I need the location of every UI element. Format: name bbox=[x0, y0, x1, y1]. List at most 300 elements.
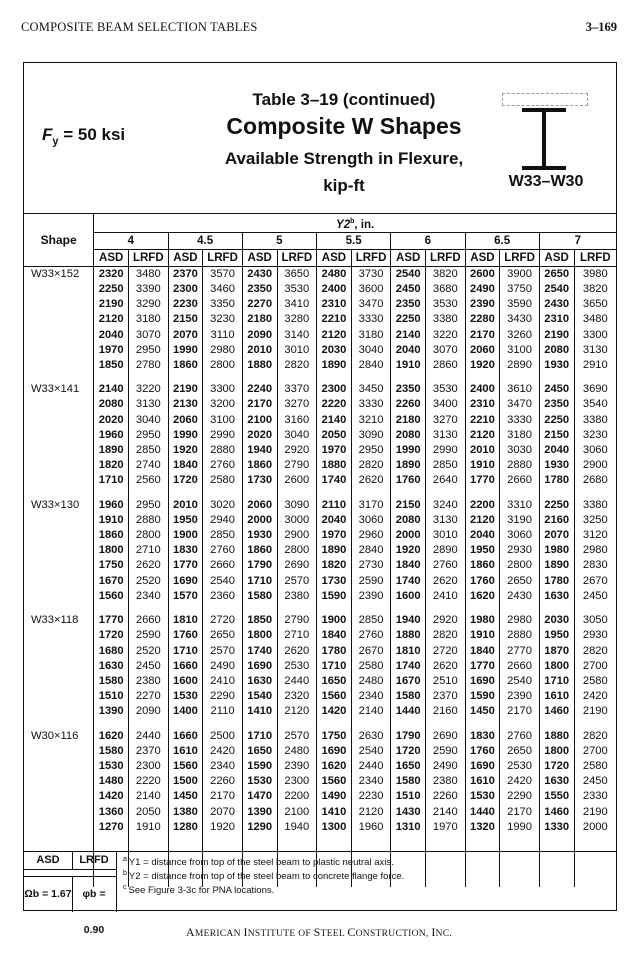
lrfd-value-cell: 2800 bbox=[129, 528, 168, 543]
asd-value-cell: 1760 bbox=[465, 574, 500, 589]
asd-value-cell: 1950 bbox=[168, 513, 203, 528]
table-title: Composite W Shapes bbox=[226, 113, 462, 139]
lrfd-value-cell: 2480 bbox=[351, 674, 390, 689]
lrfd-value-cell: 3060 bbox=[500, 528, 539, 543]
lrfd-value-cell: 2100 bbox=[277, 805, 316, 820]
shape-cell bbox=[24, 644, 94, 659]
asd-value-cell: 1780 bbox=[539, 574, 574, 589]
asd-value-cell: 1790 bbox=[391, 729, 426, 744]
lrfd-value-cell: 3470 bbox=[351, 297, 390, 312]
asd-value-cell: 2400 bbox=[317, 282, 352, 297]
table-row bbox=[24, 589, 616, 604]
asd-value-cell: 1860 bbox=[168, 358, 203, 373]
pub-i: I bbox=[243, 925, 248, 939]
lrfd-value-cell: 2580 bbox=[203, 473, 242, 488]
asd-value-cell: 1810 bbox=[391, 644, 426, 659]
lrfd-value-cell: 2380 bbox=[129, 674, 168, 689]
lrfd-value-cell: 3220 bbox=[426, 328, 465, 343]
table-row bbox=[24, 297, 616, 312]
asd-value-cell: 1890 bbox=[317, 543, 352, 558]
lrfd-value-cell: 3200 bbox=[203, 397, 242, 412]
lrfd-value-cell: 3130 bbox=[129, 397, 168, 412]
lrfd-value-cell: 2680 bbox=[574, 473, 616, 488]
lrfd-value-cell: 3030 bbox=[500, 443, 539, 458]
asd-value-cell: 1950 bbox=[539, 628, 574, 643]
asd-value-cell: 1740 bbox=[317, 473, 352, 488]
lrfd-value-cell: 2330 bbox=[574, 789, 616, 804]
asd-value-cell: 1900 bbox=[168, 528, 203, 543]
lrfd-value-cell: 3040 bbox=[277, 428, 316, 443]
asd-value-cell: 1650 bbox=[317, 674, 352, 689]
lrfd-value-cell: 2660 bbox=[500, 473, 539, 488]
lrfd-value-cell: 3010 bbox=[426, 528, 465, 543]
table-row bbox=[24, 628, 616, 643]
lrfd-value-cell: 2760 bbox=[203, 458, 242, 473]
asd-value-cell: 2220 bbox=[317, 397, 352, 412]
lrfd-value-cell: 2900 bbox=[574, 458, 616, 473]
title-block bbox=[24, 63, 616, 213]
lrfd-value-cell: 2490 bbox=[203, 659, 242, 674]
asd-value-cell: 2490 bbox=[465, 282, 500, 297]
lrfd-value-cell: 1970 bbox=[426, 820, 465, 835]
shape-cell: W33×141 bbox=[24, 382, 94, 397]
lrfd-value-cell: 2620 bbox=[277, 644, 316, 659]
lrfd-value-cell: 2700 bbox=[574, 744, 616, 759]
asd-value-cell: 1720 bbox=[168, 473, 203, 488]
lrfd-value-cell: 2880 bbox=[500, 628, 539, 643]
asd-value-cell: 1460 bbox=[539, 704, 574, 719]
y2-value-header: 5 bbox=[242, 232, 316, 249]
publisher-footer bbox=[0, 925, 638, 940]
lrfd-value-cell: 3530 bbox=[426, 382, 465, 397]
shape-cell bbox=[24, 774, 94, 789]
yield-strength-label bbox=[42, 125, 125, 147]
asd-value-cell: 2150 bbox=[391, 498, 426, 513]
y2-header bbox=[94, 214, 616, 233]
y2-symbol: Y2 bbox=[336, 218, 351, 231]
asd-value-cell: 1620 bbox=[465, 589, 500, 604]
lrfd-value-cell: 2290 bbox=[203, 689, 242, 704]
lrfd-value-cell: 2650 bbox=[203, 628, 242, 643]
asd-value-cell: 1280 bbox=[168, 820, 203, 835]
asd-value-cell: 2180 bbox=[391, 413, 426, 428]
lrfd-value-cell: 3070 bbox=[129, 328, 168, 343]
asd-column-header: ASD bbox=[168, 249, 203, 266]
shape-cell bbox=[24, 458, 94, 473]
lrfd-value-cell: 3590 bbox=[500, 297, 539, 312]
asd-value-cell: 1500 bbox=[168, 774, 203, 789]
asd-value-cell: 2120 bbox=[465, 513, 500, 528]
lrfd-value-cell: 3400 bbox=[426, 397, 465, 412]
lrfd-value-cell: 2840 bbox=[351, 543, 390, 558]
shape-cell: W33×118 bbox=[24, 613, 94, 628]
asd-value-cell: 1710 bbox=[539, 674, 574, 689]
w-shape-section-icon bbox=[508, 108, 580, 170]
asd-value-cell: 1690 bbox=[465, 759, 500, 774]
lrfd-value-cell: 3210 bbox=[351, 413, 390, 428]
lrfd-value-cell: 2520 bbox=[129, 574, 168, 589]
asd-value-cell: 1800 bbox=[539, 744, 574, 759]
lrfd-value-cell: 2710 bbox=[277, 628, 316, 643]
lrfd-value-cell: 2730 bbox=[351, 558, 390, 573]
lrfd-value-cell: 2200 bbox=[277, 789, 316, 804]
shape-cell bbox=[24, 343, 94, 358]
lrfd-value-cell: 2000 bbox=[574, 820, 616, 835]
shape-cell bbox=[24, 397, 94, 412]
lrfd-value-cell: 2320 bbox=[277, 689, 316, 704]
footnote-text: Y2 = distance from top of the steel beam to concrete flange force. bbox=[128, 871, 405, 883]
fy-value: = 50 ksi bbox=[58, 125, 126, 144]
lrfd-value-cell: 2860 bbox=[426, 358, 465, 373]
asd-value-cell: 2190 bbox=[539, 328, 574, 343]
asd-value-cell: 2080 bbox=[391, 513, 426, 528]
asd-value-cell: 1970 bbox=[317, 443, 352, 458]
lrfd-value-cell: 2660 bbox=[500, 659, 539, 674]
table-number: Table 3–19 (continued) bbox=[252, 90, 436, 109]
asd-value-cell: 1750 bbox=[317, 729, 352, 744]
asd-value-cell: 2100 bbox=[242, 413, 277, 428]
lrfd-value-cell: 3290 bbox=[129, 297, 168, 312]
lrfd-value-cell: 2960 bbox=[351, 528, 390, 543]
asd-value-cell: 2040 bbox=[539, 443, 574, 458]
asd-value-cell: 1630 bbox=[94, 659, 129, 674]
lrfd-value-cell: 3730 bbox=[351, 266, 390, 282]
asd-value-cell: 1770 bbox=[168, 558, 203, 573]
asd-value-cell: 1290 bbox=[242, 820, 277, 835]
asd-value-cell: 1840 bbox=[317, 628, 352, 643]
lrfd-value-cell: 3280 bbox=[277, 312, 316, 327]
asd-value-cell: 1600 bbox=[391, 589, 426, 604]
lrfd-value-cell: 2950 bbox=[129, 428, 168, 443]
lrfd-value-cell: 2770 bbox=[500, 644, 539, 659]
lrfd-value-cell: 2690 bbox=[426, 729, 465, 744]
lrfd-value-cell: 2440 bbox=[129, 729, 168, 744]
lrfd-value-cell: 3820 bbox=[426, 266, 465, 282]
asd-value-cell: 1900 bbox=[317, 613, 352, 628]
asd-value-cell: 2600 bbox=[465, 266, 500, 282]
shape-cell bbox=[24, 513, 94, 528]
asd-value-cell: 1530 bbox=[94, 759, 129, 774]
asd-column-header: ASD bbox=[317, 249, 352, 266]
lrfd-value-cell: 3410 bbox=[277, 297, 316, 312]
asd-value-cell: 1880 bbox=[539, 729, 574, 744]
asd-value-cell: 1660 bbox=[168, 729, 203, 744]
asd-value-cell: 1540 bbox=[242, 689, 277, 704]
asd-value-cell: 1860 bbox=[242, 543, 277, 558]
asd-value-cell: 2250 bbox=[539, 498, 574, 513]
fy-symbol: F bbox=[42, 125, 53, 144]
asd-value-cell: 2060 bbox=[242, 498, 277, 513]
asd-value-cell: 2250 bbox=[94, 282, 129, 297]
asd-value-cell: 1720 bbox=[94, 628, 129, 643]
lrfd-value-cell: 2760 bbox=[203, 543, 242, 558]
asd-value-cell: 1600 bbox=[168, 674, 203, 689]
asd-value-cell: 1580 bbox=[94, 744, 129, 759]
lrfd-value-cell: 2570 bbox=[277, 729, 316, 744]
asd-value-cell: 2150 bbox=[168, 312, 203, 327]
asd-value-cell: 1710 bbox=[317, 659, 352, 674]
lrfd-value-cell: 3680 bbox=[426, 282, 465, 297]
asd-value-cell: 1590 bbox=[317, 589, 352, 604]
asd-column-header: ASD bbox=[539, 249, 574, 266]
strength-table bbox=[24, 213, 616, 887]
shape-cell bbox=[24, 574, 94, 589]
lrfd-value-cell: 2050 bbox=[129, 805, 168, 820]
asd-value-cell: 1910 bbox=[465, 458, 500, 473]
asd-value-cell: 1680 bbox=[94, 644, 129, 659]
shape-cell: W33×130 bbox=[24, 498, 94, 513]
y2-value-header: 5.5 bbox=[317, 232, 391, 249]
asd-value-cell: 1780 bbox=[317, 644, 352, 659]
shape-cell bbox=[24, 759, 94, 774]
lrfd-value-cell: 3900 bbox=[500, 266, 539, 282]
lrfd-value-cell: 2480 bbox=[277, 744, 316, 759]
table-row bbox=[24, 312, 616, 327]
lrfd-value-cell: 2370 bbox=[129, 744, 168, 759]
phi-factor: φb = 0.90 bbox=[72, 876, 117, 912]
lrfd-column-header: LRFD bbox=[277, 249, 316, 266]
lrfd-value-cell: 2830 bbox=[574, 558, 616, 573]
lrfd-value-cell: 3750 bbox=[500, 282, 539, 297]
lrfd-value-cell: 3170 bbox=[351, 498, 390, 513]
asd-value-cell: 1580 bbox=[391, 774, 426, 789]
lrfd-value-cell: 3040 bbox=[351, 343, 390, 358]
method-row bbox=[24, 249, 616, 266]
lrfd-value-cell: 2650 bbox=[500, 744, 539, 759]
asd-value-cell: 2450 bbox=[539, 382, 574, 397]
table-row bbox=[24, 659, 616, 674]
group-spacer bbox=[24, 604, 616, 613]
asd-value-cell: 1470 bbox=[242, 789, 277, 804]
lrfd-value-cell: 2160 bbox=[426, 704, 465, 719]
lrfd-value-cell: 2620 bbox=[129, 558, 168, 573]
lrfd-value-cell: 2930 bbox=[574, 628, 616, 643]
lrfd-value-cell: 3300 bbox=[203, 382, 242, 397]
lrfd-value-cell: 2190 bbox=[574, 805, 616, 820]
group-spacer bbox=[24, 489, 616, 498]
asd-value-cell: 1890 bbox=[391, 458, 426, 473]
asd-value-cell: 1550 bbox=[539, 789, 574, 804]
lrfd-value-cell: 2890 bbox=[426, 543, 465, 558]
asd-value-cell: 1770 bbox=[465, 659, 500, 674]
shape-cell bbox=[24, 473, 94, 488]
lrfd-value-cell: 2390 bbox=[277, 759, 316, 774]
pub-c: C bbox=[347, 925, 356, 939]
lrfd-value-cell: 2300 bbox=[129, 759, 168, 774]
lrfd-value-cell: 2780 bbox=[129, 358, 168, 373]
asd-value-cell: 2540 bbox=[539, 282, 574, 297]
asd-value-cell: 1690 bbox=[317, 744, 352, 759]
table-row bbox=[24, 744, 616, 759]
lrfd-value-cell: 3380 bbox=[574, 498, 616, 513]
asd-value-cell: 1440 bbox=[465, 805, 500, 820]
asd-value-cell: 1860 bbox=[242, 458, 277, 473]
lrfd-value-cell: 3480 bbox=[574, 312, 616, 327]
lrfd-value-cell: 2450 bbox=[574, 589, 616, 604]
shape-cell bbox=[24, 704, 94, 719]
asd-value-cell: 1990 bbox=[391, 443, 426, 458]
table-row bbox=[24, 704, 616, 719]
asd-value-cell: 1930 bbox=[242, 528, 277, 543]
shape-cell bbox=[24, 328, 94, 343]
lrfd-value-cell: 3570 bbox=[203, 266, 242, 282]
shape-cell bbox=[24, 413, 94, 428]
lrfd-value-cell: 2140 bbox=[129, 789, 168, 804]
lrfd-value-cell: 3260 bbox=[500, 328, 539, 343]
lrfd-value-cell: 2620 bbox=[426, 659, 465, 674]
lrfd-value-cell: 2090 bbox=[129, 704, 168, 719]
lrfd-value-cell: 2360 bbox=[203, 589, 242, 604]
asd-value-cell: 1880 bbox=[242, 358, 277, 373]
lrfd-column-header: LRFD bbox=[129, 249, 168, 266]
asd-value-cell: 2210 bbox=[465, 413, 500, 428]
lrfd-value-cell: 2340 bbox=[129, 589, 168, 604]
lrfd-value-cell: 2340 bbox=[203, 759, 242, 774]
asd-value-cell: 2060 bbox=[465, 343, 500, 358]
asd-value-cell: 1560 bbox=[317, 774, 352, 789]
lrfd-value-cell: 2220 bbox=[129, 774, 168, 789]
lrfd-value-cell: 2580 bbox=[574, 674, 616, 689]
asd-value-cell: 1320 bbox=[465, 820, 500, 835]
asd-value-cell: 2150 bbox=[539, 428, 574, 443]
shape-cell bbox=[24, 428, 94, 443]
shape-cell bbox=[24, 358, 94, 373]
asd-value-cell: 1960 bbox=[94, 498, 129, 513]
lrfd-value-cell: 2980 bbox=[574, 543, 616, 558]
asd-value-cell: 2270 bbox=[242, 297, 277, 312]
asd-value-cell: 1720 bbox=[391, 744, 426, 759]
lrfd-value-cell: 2840 bbox=[351, 358, 390, 373]
asd-value-cell: 1710 bbox=[94, 473, 129, 488]
lrfd-value-cell: 2170 bbox=[203, 789, 242, 804]
asd-value-cell: 2540 bbox=[391, 266, 426, 282]
asd-value-cell: 1990 bbox=[168, 428, 203, 443]
lrfd-value-cell: 2920 bbox=[426, 613, 465, 628]
pub-a: A bbox=[185, 925, 195, 939]
lrfd-value-cell: 2800 bbox=[203, 358, 242, 373]
lrfd-value-cell: 2950 bbox=[129, 498, 168, 513]
lrfd-value-cell: 2880 bbox=[500, 458, 539, 473]
lrfd-value-cell: 2820 bbox=[574, 644, 616, 659]
lrfd-value-cell: 3450 bbox=[351, 382, 390, 397]
asd-value-cell: 1710 bbox=[168, 644, 203, 659]
lrfd-value-cell: 2260 bbox=[426, 789, 465, 804]
shape-column-header: Shape bbox=[24, 214, 94, 267]
lrfd-value-cell: 3310 bbox=[500, 498, 539, 513]
shape-range: W33–W30 bbox=[508, 173, 584, 190]
table-row bbox=[24, 443, 616, 458]
running-head: COMPOSITE BEAM SELECTION TABLES bbox=[21, 20, 258, 34]
table-row bbox=[24, 689, 616, 704]
lrfd-value-cell: 2740 bbox=[129, 458, 168, 473]
asd-value-cell: 2090 bbox=[242, 328, 277, 343]
asd-value-cell: 1270 bbox=[94, 820, 129, 835]
asd-value-cell: 2230 bbox=[168, 297, 203, 312]
asd-value-cell: 1790 bbox=[242, 558, 277, 573]
shape-cell bbox=[24, 528, 94, 543]
table-row bbox=[24, 644, 616, 659]
asd-value-cell: 1940 bbox=[242, 443, 277, 458]
shape-cell bbox=[24, 820, 94, 835]
asd-value-cell: 1710 bbox=[242, 729, 277, 744]
asd-value-cell: 1770 bbox=[465, 473, 500, 488]
asd-value-cell: 2070 bbox=[539, 528, 574, 543]
asd-value-cell: 2120 bbox=[465, 428, 500, 443]
table-row bbox=[24, 805, 616, 820]
omega-factor: Ωb = 1.67 bbox=[24, 876, 73, 912]
table-subtitle bbox=[164, 145, 524, 199]
asd-value-cell: 2030 bbox=[317, 343, 352, 358]
asd-column-header: ASD bbox=[465, 249, 500, 266]
lrfd-value-cell: 3120 bbox=[574, 528, 616, 543]
table-row bbox=[24, 382, 616, 397]
asd-value-cell: 1820 bbox=[94, 458, 129, 473]
y2-values-row bbox=[24, 232, 616, 249]
asd-value-cell: 1840 bbox=[168, 458, 203, 473]
asd-value-cell: 1560 bbox=[317, 689, 352, 704]
asd-value-cell: 1400 bbox=[168, 704, 203, 719]
lrfd-value-cell: 3650 bbox=[574, 297, 616, 312]
footer-asd-label: ASD bbox=[24, 852, 73, 870]
asd-value-cell: 1450 bbox=[465, 704, 500, 719]
lrfd-value-cell: 2800 bbox=[500, 558, 539, 573]
asd-value-cell: 2430 bbox=[242, 266, 277, 282]
lrfd-value-cell: 2500 bbox=[203, 729, 242, 744]
asd-value-cell: 2010 bbox=[242, 343, 277, 358]
asd-value-cell: 2000 bbox=[242, 513, 277, 528]
lrfd-value-cell: 3130 bbox=[574, 343, 616, 358]
lrfd-value-cell: 3040 bbox=[129, 413, 168, 428]
asd-column-header: ASD bbox=[391, 249, 426, 266]
lrfd-value-cell: 2440 bbox=[351, 759, 390, 774]
lrfd-value-cell: 2940 bbox=[203, 513, 242, 528]
asd-value-cell: 1750 bbox=[94, 558, 129, 573]
asd-value-cell: 2310 bbox=[465, 397, 500, 412]
asd-value-cell: 2130 bbox=[168, 397, 203, 412]
asd-value-cell: 1740 bbox=[391, 659, 426, 674]
lrfd-value-cell: 2990 bbox=[426, 443, 465, 458]
lrfd-value-cell: 2980 bbox=[203, 343, 242, 358]
asd-value-cell: 1670 bbox=[94, 574, 129, 589]
asd-value-cell: 1410 bbox=[242, 704, 277, 719]
asd-value-cell: 2400 bbox=[465, 382, 500, 397]
lrfd-value-cell: 3390 bbox=[129, 282, 168, 297]
asd-value-cell: 1560 bbox=[94, 589, 129, 604]
lrfd-column-header: LRFD bbox=[574, 249, 616, 266]
shape-cell bbox=[24, 297, 94, 312]
lrfd-value-cell: 2620 bbox=[426, 574, 465, 589]
lrfd-value-cell: 2110 bbox=[203, 704, 242, 719]
shape-cell bbox=[24, 805, 94, 820]
shape-cell bbox=[24, 789, 94, 804]
asd-value-cell: 1330 bbox=[539, 820, 574, 835]
lrfd-value-cell: 2710 bbox=[129, 543, 168, 558]
table-row bbox=[24, 397, 616, 412]
asd-value-cell: 1580 bbox=[94, 674, 129, 689]
lrfd-value-cell: 2290 bbox=[500, 789, 539, 804]
asd-value-cell: 1880 bbox=[317, 458, 352, 473]
lrfd-value-cell: 1920 bbox=[203, 820, 242, 835]
asd-value-cell: 1970 bbox=[94, 343, 129, 358]
lrfd-value-cell: 2340 bbox=[351, 689, 390, 704]
lrfd-value-cell: 2560 bbox=[129, 473, 168, 488]
lrfd-value-cell: 2690 bbox=[277, 558, 316, 573]
shape-cell bbox=[24, 744, 94, 759]
shape-cell bbox=[24, 443, 94, 458]
asd-value-cell: 1980 bbox=[539, 543, 574, 558]
table-row bbox=[24, 282, 616, 297]
lrfd-value-cell: 3070 bbox=[426, 343, 465, 358]
